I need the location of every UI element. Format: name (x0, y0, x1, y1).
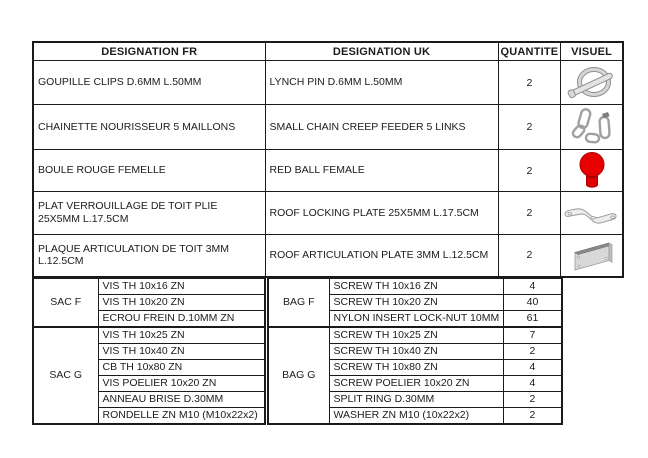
header-designation-uk: DESIGNATION UK (265, 42, 498, 61)
visual-cell (561, 235, 623, 277)
bag-item-qty: 2 (504, 392, 562, 408)
bag-item-fr: ECROU FREIN D.10MM ZN (98, 311, 265, 328)
designation-fr-cell: CHAINETTE NOURISSEUR 5 MAILLONS (33, 105, 265, 150)
designation-fr-cell: GOUPILLE CLIPS D.6MM L.50MM (33, 61, 265, 105)
bag-item-qty: 4 (504, 278, 562, 295)
bag-item-uk: SCREW TH 10x20 ZN (329, 295, 504, 311)
bag-item-fr: VIS TH 10x40 ZN (98, 344, 265, 360)
designation-uk-cell: ROOF ARTICULATION PLATE 3MM L.12.5CM (265, 235, 498, 277)
bag-item-uk: SCREW TH 10x80 ZN (329, 360, 504, 376)
bag-table-uk (267, 277, 563, 425)
visual-cell (561, 61, 623, 105)
bag-item-qty: 4 (504, 360, 562, 376)
table-row (33, 327, 265, 344)
quantity-cell: 2 (498, 150, 561, 192)
table-row (33, 235, 623, 277)
bag-f-label: BAG F (268, 278, 329, 327)
bag-item-qty: 40 (504, 295, 562, 311)
bag-item-uk: SCREW TH 10x25 ZN (329, 327, 504, 344)
table-row (33, 150, 623, 192)
bag-item-fr: VIS TH 10x25 ZN (98, 327, 265, 344)
bag-item-qty: 7 (504, 327, 562, 344)
table-row (33, 192, 623, 235)
table-row (33, 105, 623, 150)
header-visuel: VISUEL (561, 42, 623, 61)
sac-f-label: SAC F (33, 278, 98, 327)
bag-item-fr: VIS TH 10x16 ZN (98, 278, 265, 295)
table-row (268, 278, 562, 295)
bag-item-fr: RONDELLE ZN M10 (M10x22x2) (98, 408, 265, 425)
lynch-pin-icon (566, 63, 618, 103)
bag-g-label: BAG G (268, 327, 329, 424)
locking-plate-icon (563, 194, 621, 232)
visual-cell (561, 192, 623, 235)
red-ball-icon (568, 151, 616, 191)
header-quantite: QUANTITE (498, 42, 561, 61)
designation-fr-cell: PLAT VERROUILLAGE DE TOIT PLIE 25X5MM L.17.5CM (33, 192, 265, 235)
bag-item-uk: NYLON INSERT LOCK-NUT 10MM (329, 311, 504, 328)
bag-item-uk: WASHER ZN M10 (10x22x2) (329, 408, 504, 425)
bag-item-uk: SPLIT RING D.30MM (329, 392, 504, 408)
bag-item-qty: 2 (504, 408, 562, 425)
chain-links-icon (566, 106, 618, 148)
bag-item-fr: VIS POELIER 10x20 ZN (98, 376, 265, 392)
bag-item-qty: 2 (504, 344, 562, 360)
bag-item-fr: CB TH 10x80 ZN (98, 360, 265, 376)
designation-uk-cell: ROOF LOCKING PLATE 25X5MM L.17.5CM (265, 192, 498, 235)
table-row (33, 61, 623, 105)
articulation-plate-icon (566, 235, 618, 275)
bag-item-fr: ANNEAU BRISE D.30MM (98, 392, 265, 408)
quantity-cell: 2 (498, 235, 561, 277)
bag-item-qty: 61 (504, 311, 562, 328)
bag-table-fr (32, 277, 266, 425)
quantity-cell: 2 (498, 192, 561, 235)
quantity-cell: 2 (498, 105, 561, 150)
designation-fr-cell: BOULE ROUGE FEMELLE (33, 150, 265, 192)
bag-item-uk: SCREW POELIER 10x20 ZN (329, 376, 504, 392)
header-designation-fr: DESIGNATION FR (33, 42, 265, 61)
bag-item-uk: SCREW TH 10x16 ZN (329, 278, 504, 295)
table-row (268, 327, 562, 344)
header-row (33, 42, 623, 61)
designation-uk-cell: LYNCH PIN D.6MM L.50MM (265, 61, 498, 105)
table-row (33, 278, 265, 295)
quantity-cell: 2 (498, 61, 561, 105)
bag-item-fr: VIS TH 10x20 ZN (98, 295, 265, 311)
designation-fr-cell: PLAQUE ARTICULATION DE TOIT 3MM L.12.5CM (33, 235, 265, 277)
designation-uk-cell: SMALL CHAIN CREEP FEEDER 5 LINKS (265, 105, 498, 150)
visual-cell (561, 150, 623, 192)
designation-uk-cell: RED BALL FEMALE (265, 150, 498, 192)
parts-table (32, 41, 624, 278)
sac-g-label: SAC G (33, 327, 98, 424)
visual-cell (561, 105, 623, 150)
bag-item-uk: SCREW TH 10x40 ZN (329, 344, 504, 360)
bag-item-qty: 4 (504, 376, 562, 392)
